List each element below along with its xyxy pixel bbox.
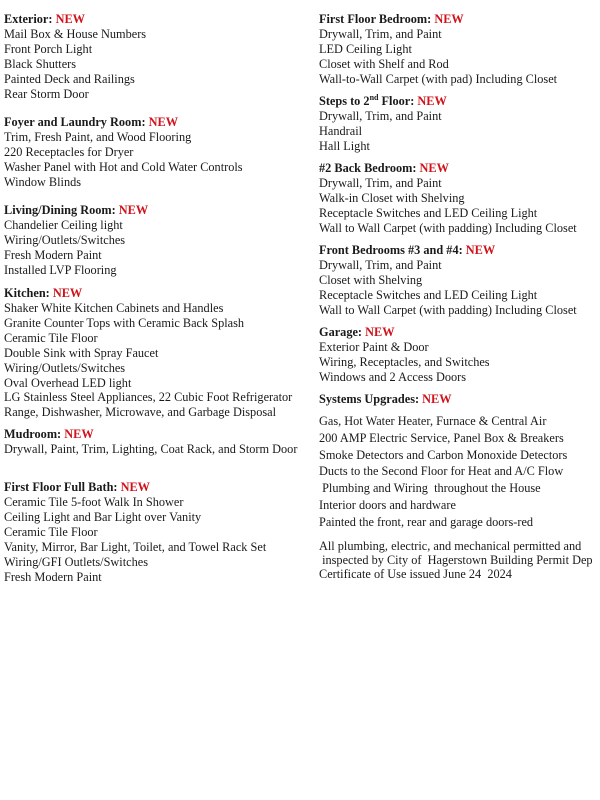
list-item: Chandelier Ceiling light	[4, 218, 123, 232]
list-item: LED Ceiling Light	[319, 41, 412, 56]
new-tag: NEW	[118, 203, 149, 217]
list-item: Rear Storm Door	[4, 86, 89, 101]
list-item: Smoke Detectors and Carbon Monoxide Detectors	[319, 447, 568, 462]
new-tag: NEW	[419, 161, 449, 175]
list-item: Walk-in Closet with Shelving	[319, 190, 465, 205]
section-first-floor-bedroom	[319, 12, 600, 87]
section-heading	[319, 325, 600, 340]
note-line: Certificate of Use issued June 24 2024	[319, 566, 512, 581]
heading-text: Foyer and Laundry Room:	[4, 115, 146, 129]
section-heading	[319, 161, 600, 176]
section-heading	[319, 392, 600, 407]
list-item: Black Shutters	[4, 56, 77, 71]
list-item: Wall-to-Wall Carpet (with pad) Including Closet	[319, 71, 558, 86]
list-item: Trim, Fresh Paint, and Wood Flooring	[4, 130, 192, 144]
list-item: Washer Panel with Hot and Cold Water Controls	[4, 159, 243, 174]
new-tag: NEW	[422, 392, 452, 406]
section-garage	[319, 325, 600, 385]
section-heading	[4, 286, 312, 301]
section-exterior	[4, 12, 312, 102]
list-item: Fresh Modern Paint	[4, 569, 102, 584]
list-item: Handrail	[319, 123, 363, 138]
heading-text: Front Bedrooms #3 and #4:	[319, 243, 463, 257]
list-item: Exterior Paint & Door	[319, 340, 429, 354]
list-item: Vanity, Mirror, Bar Light, Toilet, and Towel Rack Set	[4, 539, 267, 554]
section-heading	[4, 115, 312, 130]
new-tag: NEW	[52, 286, 83, 300]
section-heading	[4, 427, 312, 442]
list-item: Window Blinds	[4, 174, 82, 189]
list-item: Wall to Wall Carpet (with padding) Including Closet	[319, 302, 577, 317]
heading-text: Garage:	[319, 325, 363, 339]
list-item: Wall to Wall Carpet (with padding) Including Closet	[319, 220, 577, 235]
list-item: Closet with Shelving	[319, 272, 423, 287]
list-item: Receptacle Switches and LED Ceiling Light	[319, 205, 538, 220]
section-first-floor-full-bath	[4, 480, 312, 584]
list-item: Range, Dishwasher, Microwave, and Garbage Disposal	[4, 405, 277, 420]
list-item: Front Porch Light	[4, 41, 93, 56]
section-heading	[319, 12, 600, 27]
list-item: Gas, Hot Water Heater, Furnace & Central Air	[319, 414, 547, 428]
list-item: Ducts to the Second Floor for Heat and A/C Flow	[319, 464, 564, 479]
list-item: Drywall, Trim, and Paint	[319, 176, 442, 190]
list-item: Ceiling Light and Bar Light over Vanity	[4, 509, 202, 524]
section-heading	[4, 12, 312, 27]
section-front-bedrooms-3-4	[319, 243, 600, 318]
list-item: Drywall, Trim, and Paint	[319, 109, 442, 123]
list-item: 220 Receptacles for Dryer	[4, 144, 134, 159]
list-item: Installed LVP Flooring	[4, 262, 117, 277]
section-steps-2nd-floor	[319, 94, 600, 154]
heading-text: #2 Back Bedroom:	[319, 161, 417, 175]
section-heading	[4, 480, 312, 495]
upgrades-list	[319, 413, 600, 531]
list-item: Drywall, Trim, and Paint	[319, 27, 442, 41]
heading-text: Exterior:	[4, 12, 53, 26]
list-item: 200 AMP Electric Service, Panel Box & Breakers	[319, 430, 564, 445]
heading-text-end: Floor:	[378, 94, 415, 108]
note-line: All plumbing, electric, and mechanical permitted and	[319, 538, 582, 553]
new-tag: NEW	[434, 12, 464, 26]
list-item: Oval Overhead LED light	[4, 375, 132, 390]
heading-text: Systems Upgrades:	[319, 392, 420, 406]
section-foyer-laundry	[4, 115, 312, 190]
section-heading	[319, 94, 600, 109]
list-item: Shaker White Kitchen Cabinets and Handles	[4, 301, 224, 315]
list-item: Painted Deck and Railings	[4, 71, 135, 86]
list-item: Interior doors and hardware	[319, 497, 456, 512]
new-tag: NEW	[365, 325, 395, 339]
list-item: Ceramic Tile Floor	[4, 330, 98, 345]
section-heading	[4, 203, 312, 218]
new-tag: NEW	[148, 115, 179, 129]
list-item: Ceramic Tile Floor	[4, 524, 98, 539]
section-kitchen	[4, 286, 312, 420]
list-item: Wiring, Receptacles, and Switches	[319, 354, 490, 369]
list-item: LG Stainless Steel Appliances, 22 Cubic Foot Refrigerator	[4, 390, 293, 405]
section-mudroom	[4, 427, 312, 457]
list-item: Ceramic Tile 5-foot Walk In Shower	[4, 495, 184, 509]
list-item: Drywall, Trim, and Paint	[319, 258, 442, 272]
heading-text: Kitchen:	[4, 286, 50, 300]
heading-text: Living/Dining Room:	[4, 203, 116, 217]
heading-text: First Floor Full Bath:	[4, 480, 118, 494]
new-tag: NEW	[417, 94, 447, 108]
heading-text: Steps to 2	[319, 94, 370, 108]
section-living-dining	[4, 203, 312, 278]
section-heading	[319, 243, 600, 258]
list-item: Closet with Shelf and Rod	[319, 56, 449, 71]
new-tag: NEW	[465, 243, 496, 257]
list-item: Drywall, Paint, Trim, Lighting, Coat Rack, and Storm Door	[4, 442, 298, 456]
list-item: Plumbing and Wiring throughout the House	[319, 481, 541, 496]
list-item: Mail Box & House Numbers	[4, 27, 147, 41]
new-tag: NEW	[120, 480, 150, 494]
section-systems-upgrades	[319, 392, 600, 581]
list-item: Wiring/Outlets/Switches	[4, 232, 126, 247]
heading-text: Mudroom:	[4, 427, 62, 441]
permit-note	[319, 539, 600, 582]
heading-text: First Floor Bedroom:	[319, 12, 432, 26]
list-item: Granite Counter Tops with Ceramic Back Splash	[4, 315, 245, 330]
section-back-bedroom-2	[319, 161, 600, 236]
list-item: Wiring/GFI Outlets/Switches	[4, 554, 148, 569]
list-item: Painted the front, rear and garage doors-red	[319, 514, 534, 529]
new-tag: NEW	[64, 427, 94, 441]
heading-superscript: nd	[369, 92, 379, 102]
note-line: inspected by City of Hagerstown Building Permit Dep	[319, 552, 593, 567]
list-item: Fresh Modern Paint	[4, 247, 102, 262]
list-item: Hall Light	[319, 138, 370, 153]
list-item: Double Sink with Spray Faucet	[4, 345, 159, 360]
list-item: Receptacle Switches and LED Ceiling Light	[319, 287, 538, 302]
list-item: Wiring/Outlets/Switches	[4, 360, 126, 375]
list-item: Windows and 2 Access Doors	[319, 369, 467, 384]
new-tag: NEW	[55, 12, 85, 26]
